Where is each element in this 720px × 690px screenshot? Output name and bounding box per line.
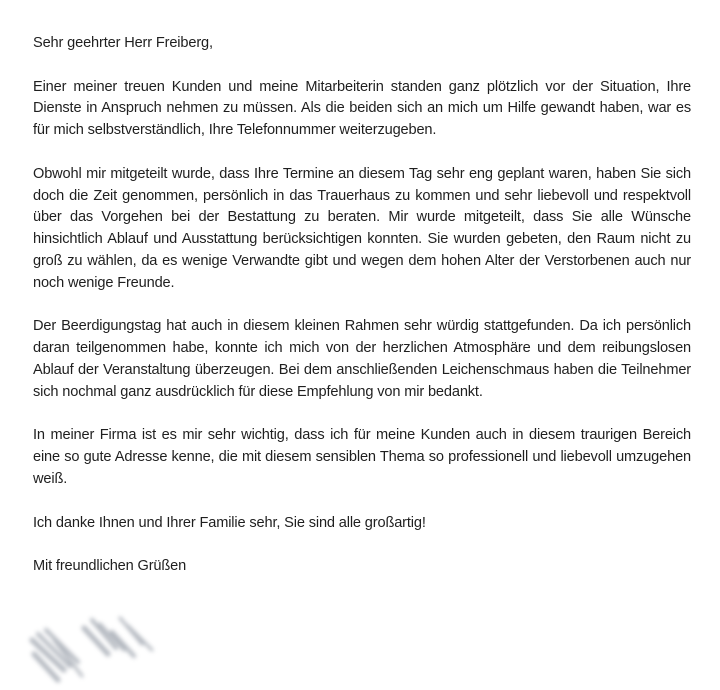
letter-body	[33, 33, 691, 578]
paragraph-referral: Einer meiner treuen Kunden und meine Mitarbeiterin standen ganz plötzlich vor der Situation, Ihre Dienste in Anspruch nehmen zu müssen. Als die beiden sich an mich um Hilfe gewandt haben, war es für mich selbstverständlich, Ihre Telefonnummer weiterzugeben.	[33, 78, 691, 139]
blurred-signature-icon	[24, 610, 164, 688]
paragraph-consultation: Obwohl mir mitgeteilt wurde, dass Ihre Termine an diesem Tag sehr eng geplant waren, haben Sie sich doch die Zeit genommen, persönlich in das Trauerhaus zu kommen und sehr liebevoll und respektvoll über das Vorgehen bei der Bestattung zu beraten. Mir wurde mitgeteilt, dass Sie alle Wünsche hinsichtlich Ablauf und Ausstattung berücksichtigen konnten. Sie wurden gebeten, den Raum nicht zu groß zu wählen, da es wenige Verwandte gibt und wegen dem hohen Alter der Verstorbenen auch nur noch wenige Freunde.	[33, 165, 691, 291]
paragraph-funeral-day: Der Beerdigungstag hat auch in diesem kleinen Rahmen sehr würdig stattgefunden. Da ich persönlich daran teilgenommen habe, konnte ich mich von der herzlichen Atmosphäre und dem reibungslosen Ablauf der Veranstaltung überzeugen. Bei dem anschließenden Leichenschmaus haben die Teilnehmer sich nochmal ganz ausdrücklich für diese Empfehlung von mir bedankt.	[33, 318, 691, 400]
paragraph-company: In meiner Firma ist es mir sehr wichtig, dass ich für meine Kunden auch in diesem traurigen Bereich eine so gute Adresse kenne, die mit diesem sensiblen Thema so professionell und liebevoll umzugehen weiß.	[33, 427, 691, 487]
paragraph-thanks: Ich danke Ihnen und Ihrer Familie sehr, Sie sind alle großartig!	[33, 514, 426, 531]
salutation: Sehr geehrter Herr Freiberg,	[33, 35, 213, 51]
closing: Mit freundlichen Grüßen	[33, 558, 187, 575]
